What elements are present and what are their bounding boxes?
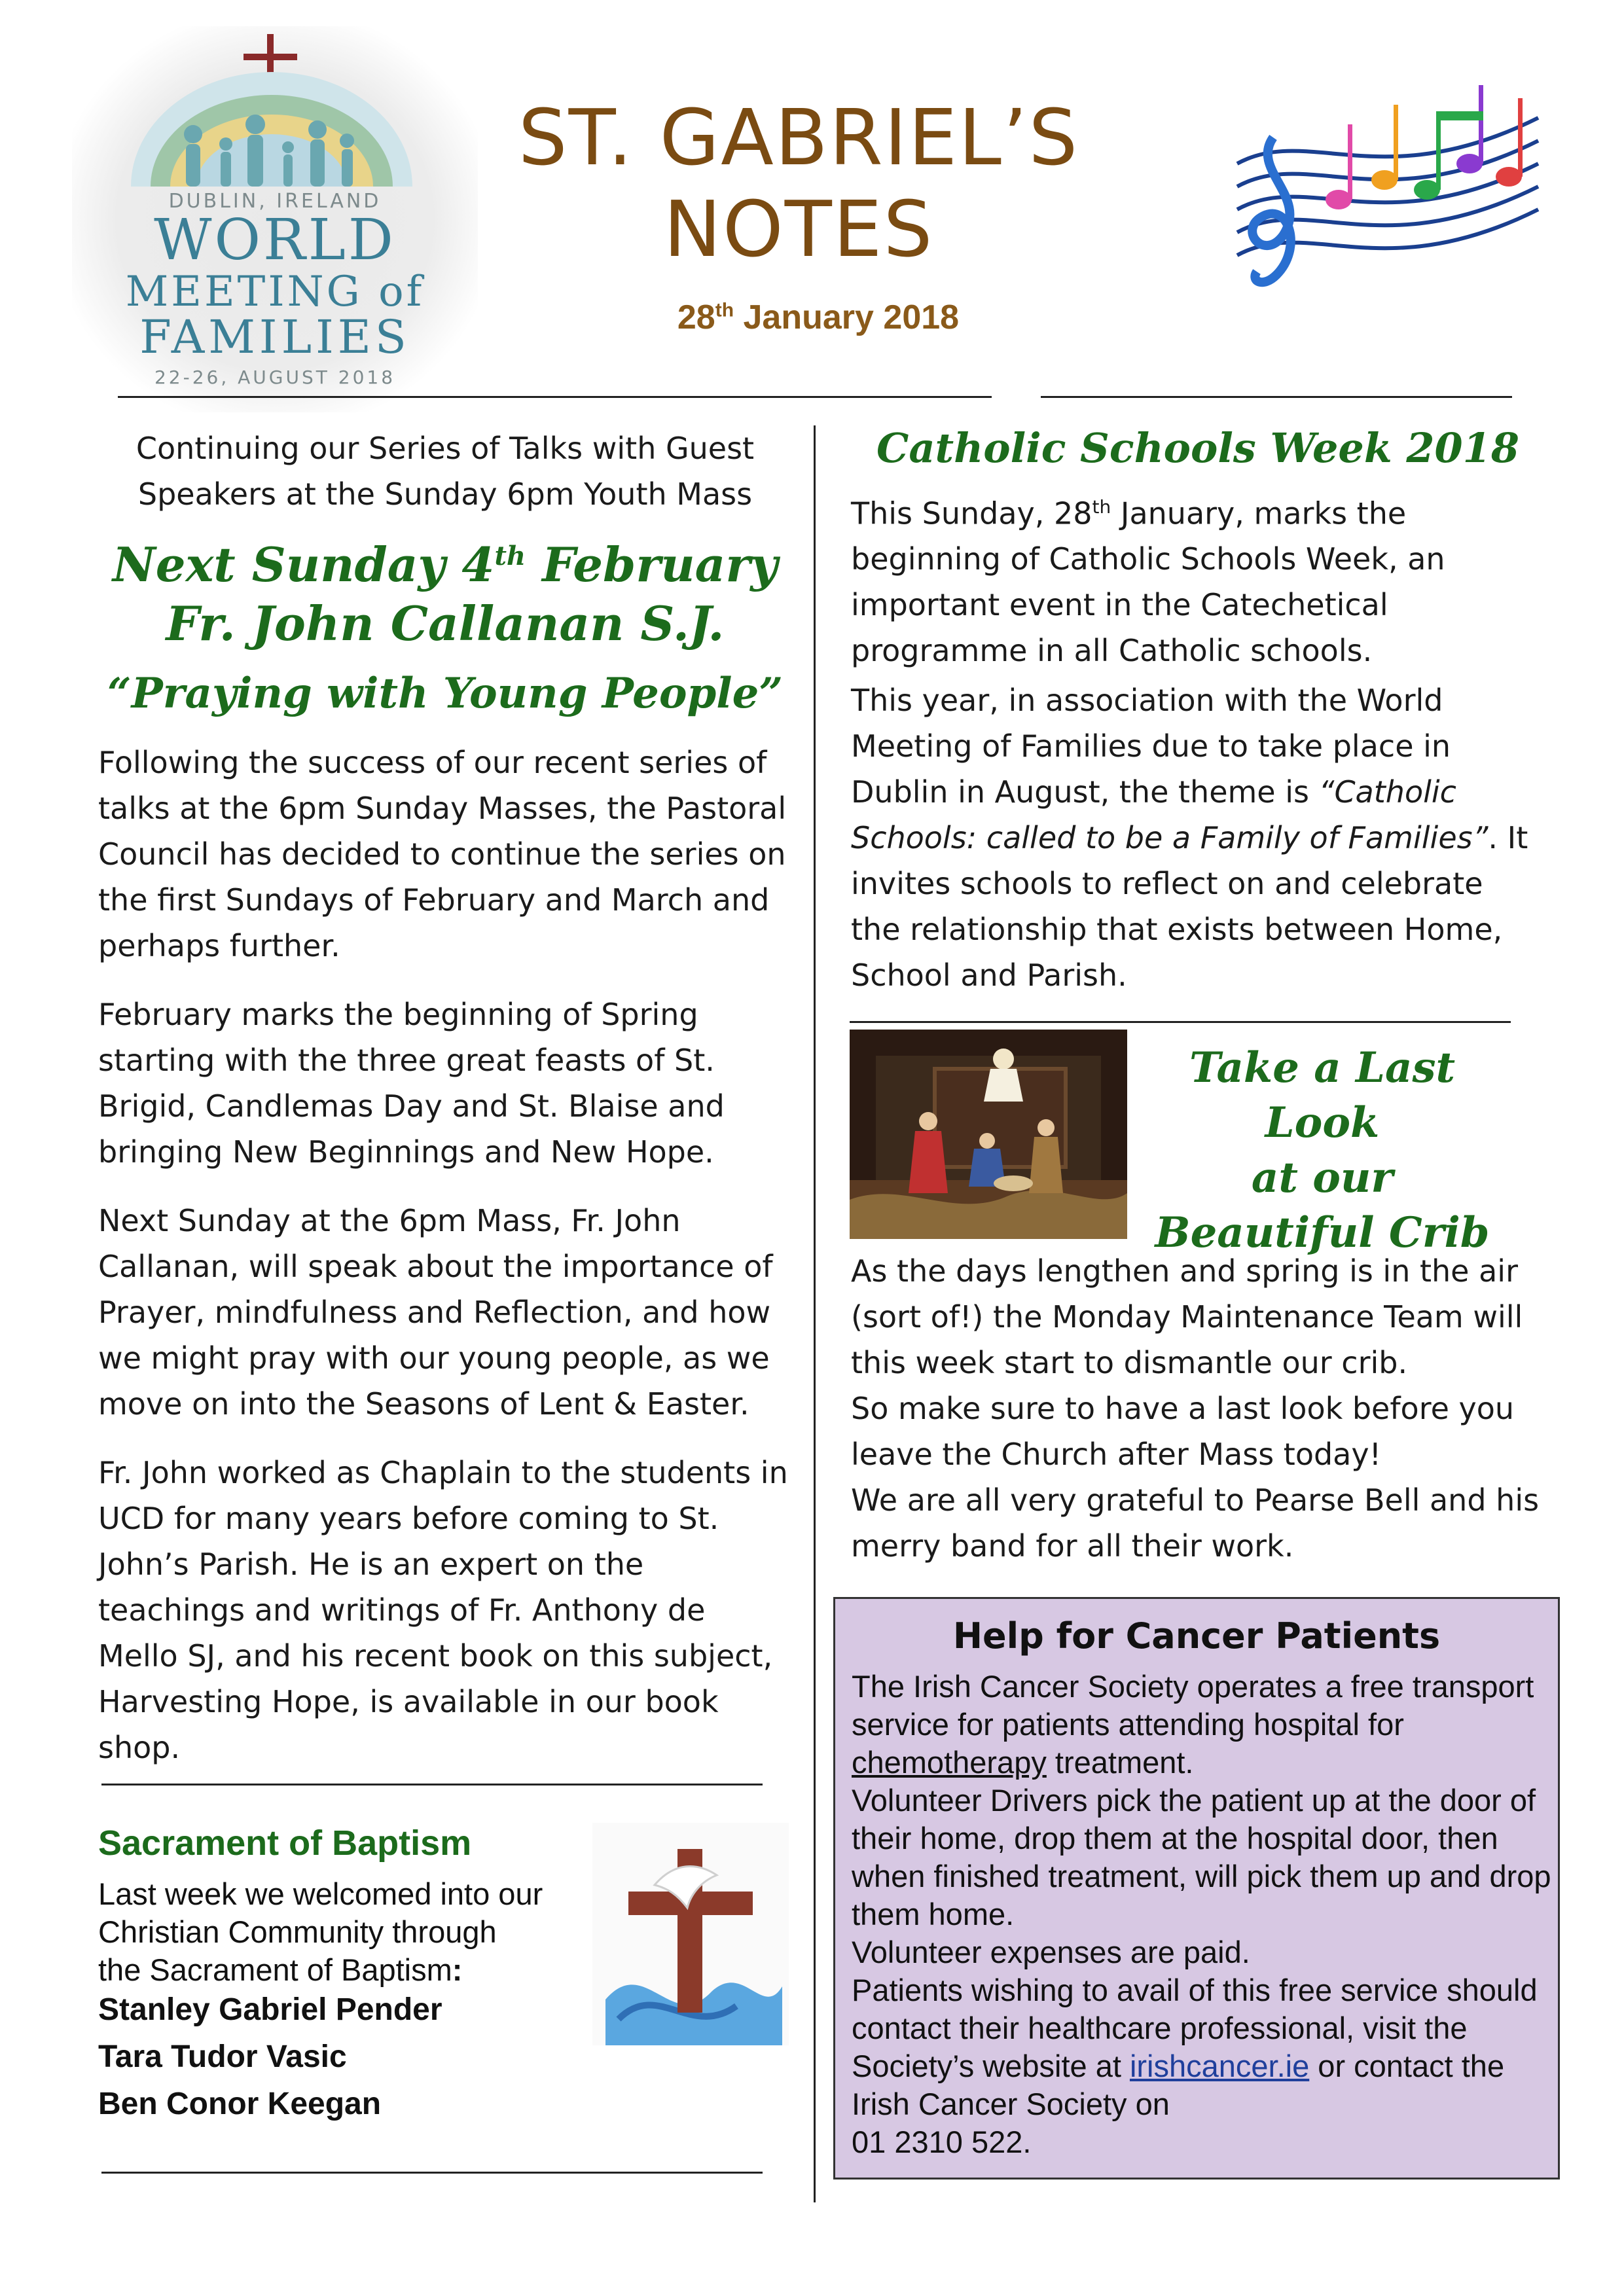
date-day: 28 (677, 298, 715, 336)
left-rule-1 (101, 1784, 763, 1785)
baptism-names (98, 1986, 442, 2128)
baptism-text-line-3: the Sacrament of Baptism (98, 1952, 452, 1987)
header-rule-right (1041, 396, 1512, 398)
issue-date (589, 298, 1047, 337)
schools-p1-post: January, marks the beginning of Catholic Schools Week, an important event in the Catechetical programme in all Catholic schools. (851, 495, 1445, 669)
schools-p1-pre: This Sunday, 28 (851, 495, 1092, 531)
crib-p3: We are all very grateful to Pearse Bell and his merry band for all their work. (851, 1482, 1540, 1564)
cancer-box-title: Help for Cancer Patients (952, 1615, 1441, 1657)
irishcancer-link[interactable]: irishcancer.ie (1129, 2049, 1310, 2083)
page-title (406, 92, 1191, 275)
intro-line-1: Continuing our Series of Talks with Guest (135, 431, 755, 466)
next-sunday-sup: th (494, 541, 526, 571)
talks-paragraph-2: February marks the beginning of Spring starting with the three great feasts of St. Brigid, Candlemas Day and St. Blaise and bringing New Beginnings and New Hope. (98, 997, 725, 1170)
schools-paragraph-1 (851, 484, 1538, 673)
talks-paragraph-1: Following the success of our recent series of talks at the 6pm Sunday Masses, the Pastoral Council has decided to continue the series on the first Sundays of February and March and perhaps further. (98, 745, 787, 963)
cancer-p4-pre: Patients wishing to avail of this free service should contact their healthcare professional, visit the Society’s website at (852, 1973, 1538, 2083)
talks-paragraph-4: Fr. John worked as Chaplain to the students in UCD for many years before coming to St. John’s Parish. He is an expert on the teachings and writings of Fr. Anthony de Mello SJ, and his recent book on this subject, Harvesting Hope, is available in our book shop. (98, 1455, 788, 1765)
intro-line-2: Speakers at the Sunday 6pm Youth Mass (137, 476, 753, 512)
music-notes-icon (1211, 65, 1551, 321)
logo-dublin: DUBLIN, IRELAND (168, 190, 382, 213)
cancer-box-body (852, 1668, 1552, 2161)
date-suffix: th (715, 299, 734, 321)
logo-families: FAMILIES (139, 310, 410, 364)
cancer-p2: Volunteer Drivers pick the patient up at the door of their home, drop them at the hospital door, then when finished treatment, will pick them up and drop them home. (852, 1783, 1551, 1931)
baptism-text (98, 1875, 596, 1989)
crib-heading (1126, 1041, 1519, 1261)
next-sunday-post: February (526, 537, 778, 592)
crib-heading-line-1: Take a Last Look (1189, 1043, 1456, 1147)
baptism-name-1: Stanley Gabriel Pender (98, 1992, 442, 2027)
cancer-p3: Volunteer expenses are paid. (852, 1935, 1250, 1969)
baptism-cross-dove-icon (592, 1823, 789, 2045)
crib-p1: As the days lengthen and spring is in the air (sort of!) the Monday Maintenance Team will this week start to dismantle our crib. (851, 1253, 1523, 1380)
baptism-heading: Sacrament of Baptism (98, 1823, 472, 1863)
schools-p1-sup: th (1092, 496, 1111, 518)
talks-paragraph-3: Next Sunday at the 6pm Mass, Fr. John Callanan, will speak about the importance of Prayer, mindfulness and Reflection, and how we might pray with our young people, as we move on into the Seasons of Lent & Easter. (98, 1203, 773, 1422)
header-rule-left (118, 396, 992, 398)
baptism-name-2: Tara Tudor Vasic (98, 2039, 347, 2074)
date-rest: January 2018 (734, 298, 960, 336)
title-line-1: ST. GABRIEL’S (518, 92, 1079, 183)
baptism-name-3: Ben Conor Keegan (98, 2087, 382, 2121)
schools-p2-post: . It invites schools to reflect on and celebrate the relationship that exists between Home, School and Parish. (851, 820, 1528, 993)
logo-world: WORLD (154, 207, 396, 273)
right-rule-1 (850, 1021, 1511, 1023)
title-line-2: NOTES (663, 184, 934, 274)
column-divider (814, 425, 816, 2202)
logo-dates: 22-26, AUGUST 2018 (154, 367, 396, 388)
talk-series-intro (98, 425, 792, 517)
cancer-p1-pre: The Irish Cancer Society operates a free transport service for patients attending hospital for (852, 1669, 1534, 1742)
cancer-help-box (833, 1597, 1560, 2179)
cancer-phone: 01 2310 522. (852, 2125, 1032, 2159)
logo-meeting: MEETING of (125, 268, 425, 316)
left-rule-2 (101, 2172, 763, 2174)
baptism-text-colon: : (452, 1952, 463, 1987)
baptism-text-line-2: Christian Community through (98, 1914, 497, 1949)
crib-heading-line-3: Beautiful Crib (1155, 1208, 1490, 1257)
talk-title: “Praying with Young People” (107, 669, 784, 718)
crib-heading-line-2: at our (1251, 1153, 1394, 1202)
schools-p2-pre: This year, in association with the World Meeting of Families due to take place in Dublin in August, the theme is (851, 683, 1451, 810)
baptism-text-line-1: Last week we welcomed into our (98, 1876, 543, 1911)
next-sunday-heading (98, 527, 792, 653)
chemotherapy-link[interactable]: chemotherapy (852, 1745, 1047, 1780)
cancer-p4-post: or contact the Irish Cancer Society on (852, 2049, 1505, 2121)
cancer-p1-post: treatment. (1046, 1745, 1194, 1780)
schools-paragraph-2 (851, 677, 1538, 998)
schools-week-heading: Catholic Schools Week 2018 (876, 424, 1519, 472)
speaker-name: Fr. John Callanan S.J. (166, 596, 725, 651)
crib-photo (850, 1030, 1127, 1239)
crib-paragraph (851, 1248, 1545, 1569)
crib-p2: So make sure to have a last look before you leave the Church after Mass today! (851, 1391, 1515, 1472)
next-sunday-pre: Next Sunday 4 (112, 537, 495, 592)
schools-theme-quote: “Catholic Schools: called to be a Family of Families” (851, 774, 1489, 855)
